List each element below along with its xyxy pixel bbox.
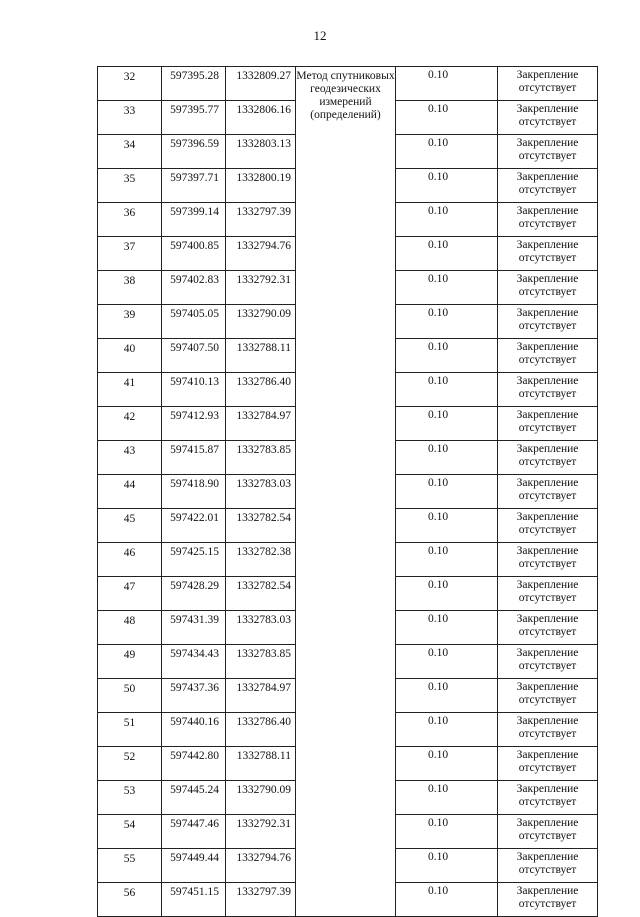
accuracy-cell: 0.10 (396, 849, 498, 883)
fixation-cell: Закрепление отсутствует (498, 101, 598, 135)
y-coordinate-cell: 1332806.16 (226, 101, 296, 135)
fixation-cell: Закрепление отсутствует (498, 781, 598, 815)
accuracy-cell: 0.10 (396, 475, 498, 509)
y-coordinate-cell: 1332783.03 (226, 611, 296, 645)
x-coordinate-cell: 597445.24 (162, 781, 226, 815)
point-number-cell: 49 (98, 645, 162, 679)
x-coordinate-cell: 597395.77 (162, 101, 226, 135)
y-coordinate-cell: 1332794.76 (226, 849, 296, 883)
accuracy-cell: 0.10 (396, 271, 498, 305)
coordinates-table (97, 66, 598, 917)
fixation-cell: Закрепление отсутствует (498, 407, 598, 441)
point-number-cell: 47 (98, 577, 162, 611)
accuracy-cell: 0.10 (396, 679, 498, 713)
x-coordinate-cell: 597399.14 (162, 203, 226, 237)
y-coordinate-cell: 1332792.31 (226, 271, 296, 305)
method-cell: Метод спутниковых геодезических измерений (определений) (296, 67, 396, 917)
accuracy-cell: 0.10 (396, 509, 498, 543)
point-number-cell: 33 (98, 101, 162, 135)
point-number-cell: 34 (98, 135, 162, 169)
accuracy-cell: 0.10 (396, 67, 498, 101)
point-number-cell: 54 (98, 815, 162, 849)
fixation-cell: Закрепление отсутствует (498, 747, 598, 781)
accuracy-cell: 0.10 (396, 713, 498, 747)
y-coordinate-cell: 1332800.19 (226, 169, 296, 203)
accuracy-cell: 0.10 (396, 237, 498, 271)
fixation-cell: Закрепление отсутствует (498, 67, 598, 101)
fixation-cell: Закрепление отсутствует (498, 441, 598, 475)
x-coordinate-cell: 597431.39 (162, 611, 226, 645)
point-number-cell: 56 (98, 883, 162, 917)
y-coordinate-cell: 1332803.13 (226, 135, 296, 169)
accuracy-cell: 0.10 (396, 747, 498, 781)
point-number-cell: 46 (98, 543, 162, 577)
fixation-cell: Закрепление отсутствует (498, 883, 598, 917)
x-coordinate-cell: 597422.01 (162, 509, 226, 543)
x-coordinate-cell: 597451.15 (162, 883, 226, 917)
fixation-cell: Закрепление отсутствует (498, 339, 598, 373)
point-number-cell: 32 (98, 67, 162, 101)
y-coordinate-cell: 1332784.97 (226, 407, 296, 441)
fixation-cell: Закрепление отсутствует (498, 577, 598, 611)
x-coordinate-cell: 597428.29 (162, 577, 226, 611)
fixation-cell: Закрепление отсутствует (498, 679, 598, 713)
x-coordinate-cell: 597415.87 (162, 441, 226, 475)
y-coordinate-cell: 1332788.11 (226, 747, 296, 781)
y-coordinate-cell: 1332783.03 (226, 475, 296, 509)
x-coordinate-cell: 597425.15 (162, 543, 226, 577)
fixation-cell: Закрепление отсутствует (498, 271, 598, 305)
y-coordinate-cell: 1332783.85 (226, 645, 296, 679)
accuracy-cell: 0.10 (396, 169, 498, 203)
fixation-cell: Закрепление отсутствует (498, 611, 598, 645)
fixation-cell: Закрепление отсутствует (498, 849, 598, 883)
fixation-cell: Закрепление отсутствует (498, 475, 598, 509)
point-number-cell: 51 (98, 713, 162, 747)
fixation-cell: Закрепление отсутствует (498, 135, 598, 169)
accuracy-cell: 0.10 (396, 781, 498, 815)
accuracy-cell: 0.10 (396, 305, 498, 339)
y-coordinate-cell: 1332782.38 (226, 543, 296, 577)
y-coordinate-cell: 1332790.09 (226, 781, 296, 815)
point-number-cell: 35 (98, 169, 162, 203)
fixation-cell: Закрепление отсутствует (498, 543, 598, 577)
x-coordinate-cell: 597437.36 (162, 679, 226, 713)
fixation-cell: Закрепление отсутствует (498, 169, 598, 203)
accuracy-cell: 0.10 (396, 815, 498, 849)
y-coordinate-cell: 1332786.40 (226, 713, 296, 747)
fixation-cell: Закрепление отсутствует (498, 237, 598, 271)
y-coordinate-cell: 1332792.31 (226, 815, 296, 849)
accuracy-cell: 0.10 (396, 645, 498, 679)
x-coordinate-cell: 597395.28 (162, 67, 226, 101)
x-coordinate-cell: 597400.85 (162, 237, 226, 271)
x-coordinate-cell: 597402.83 (162, 271, 226, 305)
point-number-cell: 40 (98, 339, 162, 373)
x-coordinate-cell: 597410.13 (162, 373, 226, 407)
point-number-cell: 55 (98, 849, 162, 883)
point-number-cell: 38 (98, 271, 162, 305)
y-coordinate-cell: 1332797.39 (226, 883, 296, 917)
x-coordinate-cell: 597412.93 (162, 407, 226, 441)
y-coordinate-cell: 1332782.54 (226, 577, 296, 611)
fixation-cell: Закрепление отсутствует (498, 373, 598, 407)
accuracy-cell: 0.10 (396, 543, 498, 577)
y-coordinate-cell: 1332786.40 (226, 373, 296, 407)
x-coordinate-cell: 597397.71 (162, 169, 226, 203)
point-number-cell: 52 (98, 747, 162, 781)
y-coordinate-cell: 1332788.11 (226, 339, 296, 373)
accuracy-cell: 0.10 (396, 135, 498, 169)
x-coordinate-cell: 597447.46 (162, 815, 226, 849)
fixation-cell: Закрепление отсутствует (498, 645, 598, 679)
fixation-cell: Закрепление отсутствует (498, 713, 598, 747)
x-coordinate-cell: 597405.05 (162, 305, 226, 339)
accuracy-cell: 0.10 (396, 441, 498, 475)
accuracy-cell: 0.10 (396, 577, 498, 611)
point-number-cell: 50 (98, 679, 162, 713)
fixation-cell: Закрепление отсутствует (498, 203, 598, 237)
x-coordinate-cell: 597418.90 (162, 475, 226, 509)
y-coordinate-cell: 1332794.76 (226, 237, 296, 271)
x-coordinate-cell: 597442.80 (162, 747, 226, 781)
point-number-cell: 37 (98, 237, 162, 271)
accuracy-cell: 0.10 (396, 883, 498, 917)
y-coordinate-cell: 1332797.39 (226, 203, 296, 237)
y-coordinate-cell: 1332782.54 (226, 509, 296, 543)
table-row (98, 67, 598, 101)
y-coordinate-cell: 1332790.09 (226, 305, 296, 339)
x-coordinate-cell: 597396.59 (162, 135, 226, 169)
point-number-cell: 45 (98, 509, 162, 543)
fixation-cell: Закрепление отсутствует (498, 305, 598, 339)
fixation-cell: Закрепление отсутствует (498, 509, 598, 543)
point-number-cell: 48 (98, 611, 162, 645)
y-coordinate-cell: 1332809.27 (226, 67, 296, 101)
accuracy-cell: 0.10 (396, 339, 498, 373)
point-number-cell: 42 (98, 407, 162, 441)
x-coordinate-cell: 597440.16 (162, 713, 226, 747)
accuracy-cell: 0.10 (396, 611, 498, 645)
accuracy-cell: 0.10 (396, 407, 498, 441)
x-coordinate-cell: 597449.44 (162, 849, 226, 883)
point-number-cell: 36 (98, 203, 162, 237)
x-coordinate-cell: 597407.50 (162, 339, 226, 373)
y-coordinate-cell: 1332783.85 (226, 441, 296, 475)
accuracy-cell: 0.10 (396, 373, 498, 407)
point-number-cell: 41 (98, 373, 162, 407)
accuracy-cell: 0.10 (396, 101, 498, 135)
point-number-cell: 44 (98, 475, 162, 509)
fixation-cell: Закрепление отсутствует (498, 815, 598, 849)
x-coordinate-cell: 597434.43 (162, 645, 226, 679)
point-number-cell: 39 (98, 305, 162, 339)
point-number-cell: 43 (98, 441, 162, 475)
page-number: 12 (313, 28, 327, 43)
point-number-cell: 53 (98, 781, 162, 815)
accuracy-cell: 0.10 (396, 203, 498, 237)
y-coordinate-cell: 1332784.97 (226, 679, 296, 713)
table-body (98, 67, 598, 917)
